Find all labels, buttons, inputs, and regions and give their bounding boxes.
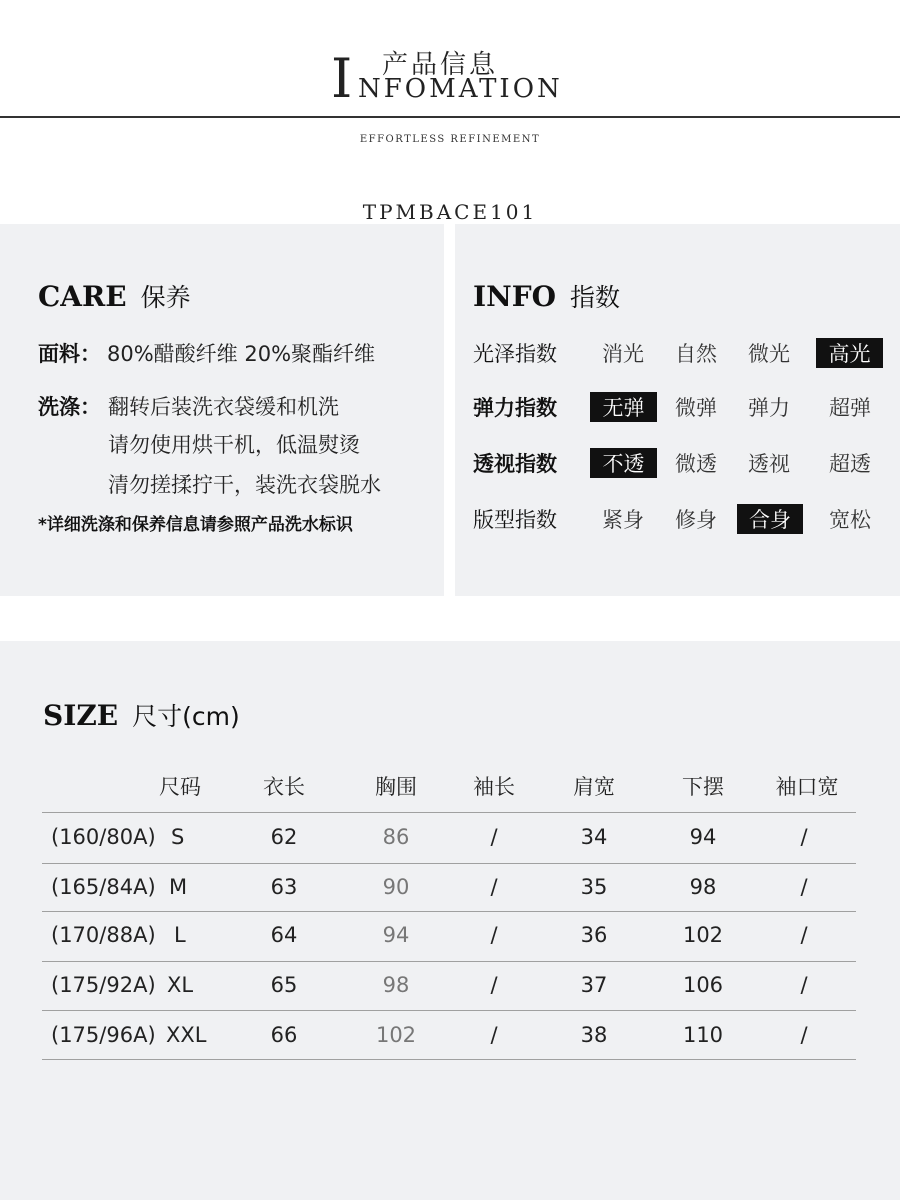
info-option: 微光 [748, 342, 790, 366]
col-header-hem: 下摆 [682, 775, 724, 799]
row-cuff: / [800, 973, 808, 997]
size-title [43, 697, 240, 733]
wash-line: 请勿使用烘干机，低温熨烫 [108, 433, 360, 457]
info-title-en: INFO [473, 280, 556, 313]
fabric-label: 面料： [38, 342, 101, 366]
row-size: M [169, 875, 188, 899]
info-row-sheer [473, 448, 893, 478]
info-option: 宽松 [829, 508, 871, 532]
row-size: XXL [166, 1023, 207, 1047]
col-header-sleeve: 袖长 [473, 775, 515, 799]
row-size: S [171, 825, 185, 849]
row-length: 66 [270, 1023, 298, 1047]
row-shoulder: 34 [580, 825, 608, 849]
row-hem: 102 [682, 923, 724, 947]
row-chest: 98 [382, 973, 410, 997]
wash-label: 洗涤： [38, 395, 101, 419]
col-header-size: 尺码 [159, 775, 201, 799]
row-spec: (160/80A) [51, 825, 156, 849]
fabric-value: 80%醋酸纤维 20%聚酯纤维 [107, 342, 376, 366]
care-note: *详细洗涤和保养信息请参照产品洗水标识 [38, 515, 353, 535]
info-row-label: 版型指数 [473, 508, 557, 532]
row-chest: 86 [382, 825, 410, 849]
row-length: 63 [270, 875, 298, 899]
row-hem: 94 [689, 825, 717, 849]
header-title-cn: 产品信息 [382, 50, 499, 80]
info-option: 超弹 [829, 396, 871, 420]
care-title-cn: 保养 [140, 283, 191, 312]
info-option: 超透 [829, 452, 871, 476]
size-title-en: SIZE [43, 699, 119, 732]
header-title-en: NFOMATION [358, 74, 563, 104]
product-code: TPMBACE101 [362, 200, 538, 224]
row-shoulder: 35 [580, 875, 608, 899]
row-length: 62 [270, 825, 298, 849]
col-header-cuff: 袖口宽 [775, 775, 839, 799]
info-option-selected: 高光 [816, 338, 883, 368]
row-spec: (175/96A) [51, 1023, 156, 1047]
info-row-stretch [473, 392, 893, 422]
row-cuff: / [800, 923, 808, 947]
wash-line: 清勿搓揉拧干，装洗衣袋脱水 [108, 473, 381, 497]
info-title [473, 278, 620, 314]
row-spec: (175/92A) [51, 973, 156, 997]
row-cuff: / [800, 825, 808, 849]
table-divider [42, 1010, 856, 1011]
size-title-cn: 尺寸(cm) [132, 702, 240, 731]
info-row-fit [473, 504, 893, 534]
row-length: 65 [270, 973, 298, 997]
row-spec: (170/88A) [51, 923, 156, 947]
row-sleeve: / [490, 875, 498, 899]
row-sleeve: / [490, 923, 498, 947]
row-chest: 90 [382, 875, 410, 899]
info-option: 弹力 [748, 396, 790, 420]
col-header-shoulder: 肩宽 [573, 775, 615, 799]
info-option: 微透 [675, 452, 717, 476]
header-divider [0, 116, 900, 118]
info-option: 微弹 [675, 396, 717, 420]
row-shoulder: 37 [580, 973, 608, 997]
tagline: EFFORTLESS REFINEMENT [359, 134, 541, 145]
row-sleeve: / [490, 825, 498, 849]
row-sleeve: / [490, 973, 498, 997]
row-spec: (165/84A) [51, 875, 156, 899]
row-size: XL [167, 973, 194, 997]
table-divider [42, 1059, 856, 1060]
info-row-label: 弹力指数 [473, 396, 557, 420]
col-header-chest: 胸围 [375, 775, 417, 799]
wash-line: 翻转后装洗衣袋缓和机洗 [108, 395, 339, 419]
row-chest: 94 [382, 923, 410, 947]
header-title-initial: I [331, 47, 353, 110]
info-option-selected: 合身 [737, 504, 803, 534]
info-row-label: 光泽指数 [473, 342, 557, 366]
row-shoulder: 38 [580, 1023, 608, 1047]
info-option: 紧身 [602, 508, 644, 532]
table-divider [42, 863, 856, 864]
info-option: 修身 [675, 508, 717, 532]
table-divider [42, 911, 856, 912]
row-cuff: / [800, 1023, 808, 1047]
row-shoulder: 36 [580, 923, 608, 947]
info-option-selected: 不透 [590, 448, 657, 478]
info-option: 透视 [748, 452, 790, 476]
info-row-gloss [473, 338, 893, 368]
row-size: L [174, 923, 186, 947]
info-option: 消光 [602, 342, 644, 366]
row-chest: 102 [375, 1023, 417, 1047]
info-option: 自然 [675, 342, 717, 366]
table-divider [42, 961, 856, 962]
row-sleeve: / [490, 1023, 498, 1047]
row-hem: 106 [682, 973, 724, 997]
row-length: 64 [270, 923, 298, 947]
care-title [38, 278, 191, 314]
table-divider [42, 812, 856, 813]
care-title-en: CARE [38, 280, 127, 313]
row-cuff: / [800, 875, 808, 899]
info-option-selected: 无弹 [590, 392, 657, 422]
col-header-length: 衣长 [263, 775, 305, 799]
info-row-label: 透视指数 [473, 452, 557, 476]
info-title-cn: 指数 [569, 283, 620, 312]
row-hem: 110 [682, 1023, 724, 1047]
row-hem: 98 [689, 875, 717, 899]
